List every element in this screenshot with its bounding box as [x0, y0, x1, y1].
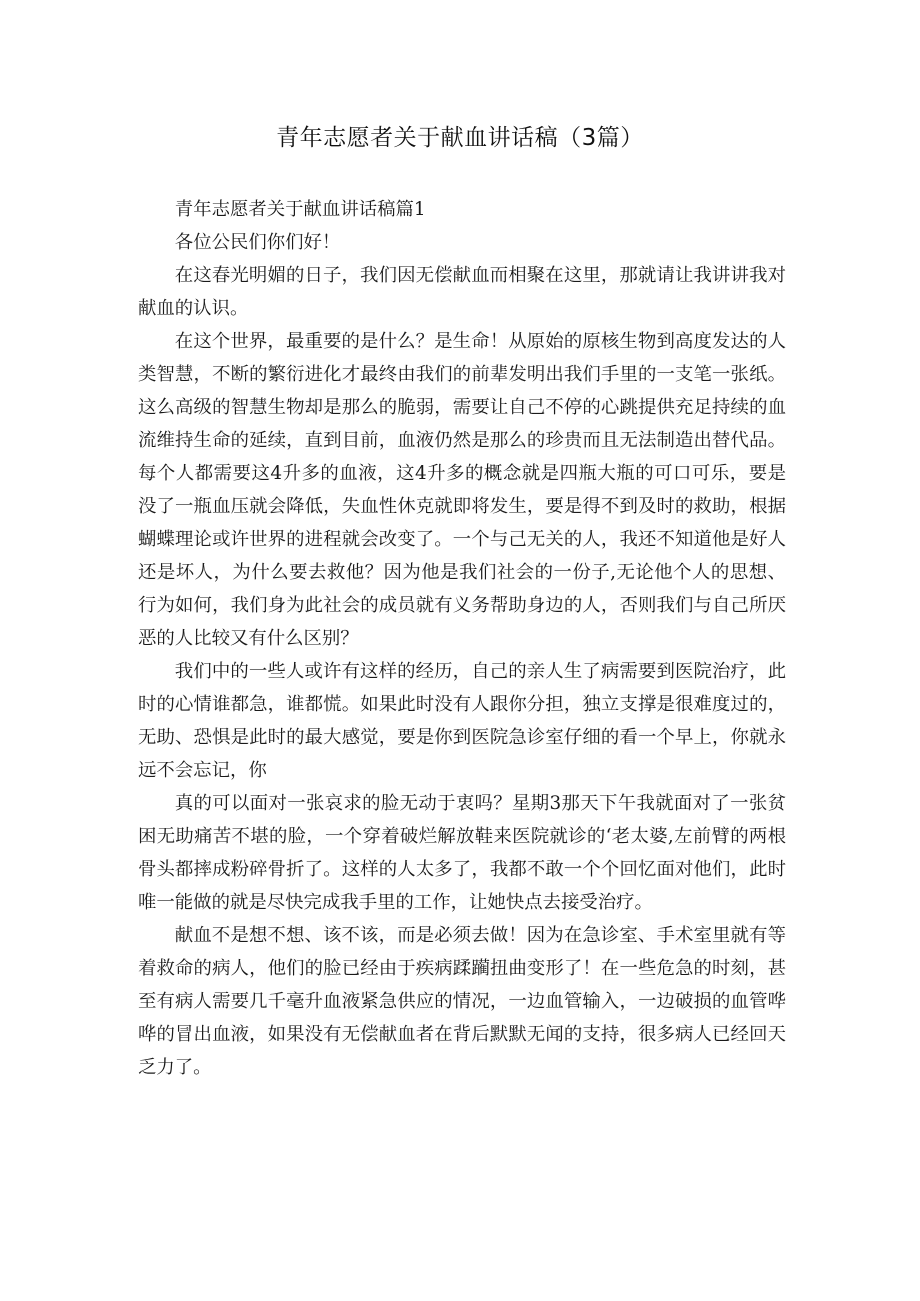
- body-paragraph: 献血不是想不想、该不该，而是必须去做！因为在急诊室、手术室里就有等着救命的病人，他们的脸已经由于疾病蹂躏扭曲变形了！在一些危急的时刻，甚至有病人需要几千毫升血液紧急供应的情况，一边血管输入，一边破损的血管哗哗的冒出血液，如果没有无偿献血者在背后默默无闻的支持，很多病人已经回天乏力了。: [138, 925, 786, 1078]
- body-paragraph: 我们中的一些人或许有这样的经历，自己的亲人生了病需要到医院治疗，此时的心情谁都急，谁都慌。如果此时没有人跟你分担，独立支撑是很难度过的，无助、恐惧是此时的最大感觉，要是你到医院急诊室仔细的看一个早上，你就永远不会忘记，你: [138, 661, 786, 781]
- document-title: 青年志愿者关于献血讲话稿（3篇）: [276, 125, 644, 151]
- body-paragraph: 在这个世界，最重要的是什么？是生命！从原始的原核生物到高度发达的人类智慧，不断的繁衍进化才最终由我们的前辈发明出我们手里的一支笔一张纸。这么高级的智慧生物却是那么的脆弱，需要让自己不停的心跳提供充足持续的血流维持生命的延续，直到目前，血液仍然是那么的珍贵而且无法制造出替代品。每个人都需要这4升多的血液，这4升多的概念就是四瓶大瓶的可口可乐，要是没了一瓶血压就会降低，失血性休克就即将发生，要是得不到及时的救助，根据蝴蝶理论或许世界的进程就会改变了。一个与己无关的人，我还不知道他是好人还是坏人，为什么要去救他？因为他是我们社会的一份子,无论他个人的思想、行为如何，我们身为此社会的成员就有义务帮助身边的人，否则我们与自己所厌恶的人比较又有什么区别？: [138, 331, 786, 649]
- section-heading: 青年志愿者关于献血讲话稿篇1: [174, 199, 426, 220]
- document-body: [138, 193, 786, 1084]
- greeting-paragraph: 各位公民们你们好！: [174, 232, 341, 253]
- body-paragraph: 真的可以面对一张哀求的脸无动于衷吗？星期3那天下午我就面对了一张贫困无助痛苦不堪的脸，一个穿着破烂解放鞋来医院就诊的‘老太婆,左前臂的两根骨头都摔成粉碎骨折了。这样的人太多了，我都不敢一个个回忆面对他们，此时唯一能做的就是尽快完成我手里的工作，让她快点去接受治疗。: [138, 793, 786, 913]
- body-paragraph: 在这春光明媚的日子，我们因无偿献血而相聚在这里，那就请让我讲讲我对献血的认识。: [138, 265, 786, 319]
